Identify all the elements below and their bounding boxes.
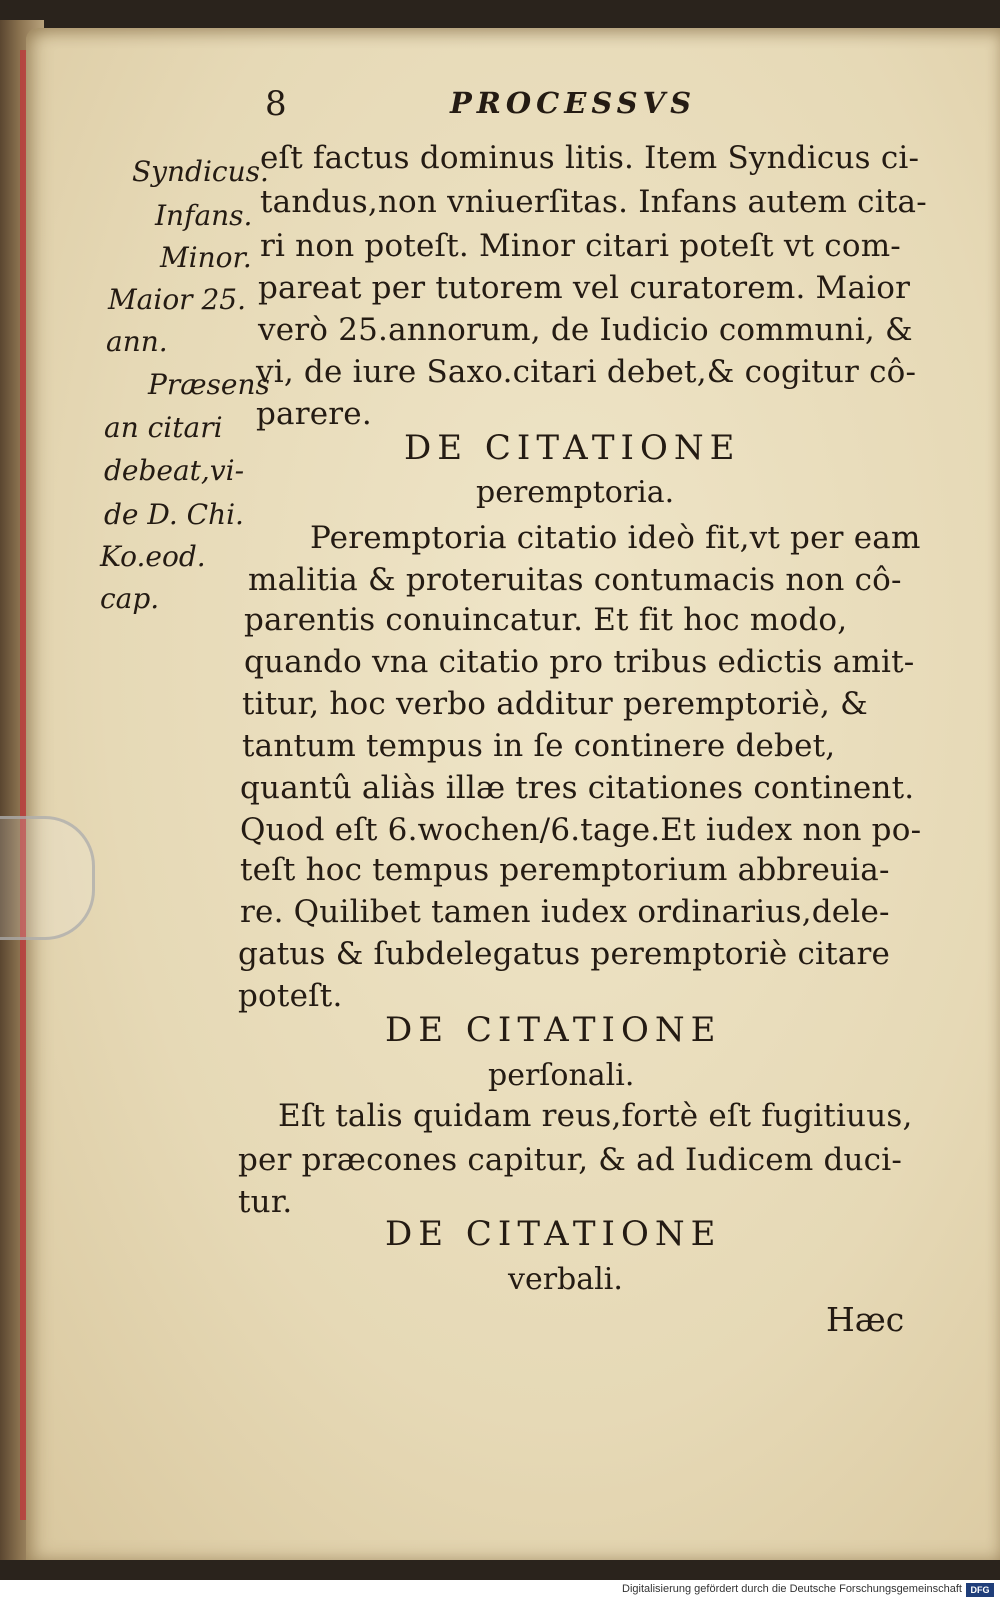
text-line: quando vna citatio pro tribus edictis amit- <box>244 644 915 680</box>
section-heading: DE CITATIONE <box>385 1010 722 1050</box>
text-line: ri non poteſt. Minor citari poteſt vt com- <box>260 228 901 264</box>
text-line: tandus,non vniuerſitas. Infans autem cita- <box>260 184 927 220</box>
section-heading: DE CITATIONE <box>404 428 741 468</box>
text-line: vi, de iure Saxo.citari debet,& cogitur cô- <box>256 354 917 390</box>
margin-note: cap. <box>100 582 160 615</box>
footer-bar <box>0 1580 1000 1602</box>
text-line: re. Quilibet tamen iudex ordinarius,dele- <box>240 894 890 930</box>
page-clip <box>0 816 95 940</box>
text-line: verò 25.annorum, de Iudicio communi, & <box>258 312 913 348</box>
running-title: PROCESSVS <box>450 86 697 120</box>
text-line: eſt factus dominus litis. Item Syndicus ci- <box>260 140 920 176</box>
text-line: Peremptoria citatio ideò fit,vt per eam <box>310 520 921 556</box>
text-line: gatus & ſubdelegatus peremptoriè citare <box>238 936 891 972</box>
section-subheading: perſonali. <box>488 1058 635 1093</box>
text-line: Quod eſt 6.wochen/6.tage.Et iudex non po- <box>240 812 922 848</box>
text-line: poteſt. <box>238 978 343 1014</box>
margin-note: Præsens <box>148 368 270 401</box>
text-line: parere. <box>256 396 372 432</box>
text-line: pareat per tutorem vel curatorem. Maior <box>258 270 911 306</box>
section-subheading: peremptoria. <box>476 475 675 510</box>
funding-credit: Digitalisierung gefördert durch die Deutsche Forschungsgemeinschaft <box>622 1583 962 1595</box>
margin-note: debeat,vi- <box>104 454 245 487</box>
page-number: 8 <box>265 84 287 124</box>
text-line: titur, hoc verbo additur peremptoriè, & <box>242 686 868 722</box>
text-line: Eſt talis quidam reus,fortè eſt fugitiuus, <box>278 1098 913 1134</box>
margin-note: Minor. <box>160 241 252 274</box>
margin-note: an citari <box>104 411 223 444</box>
text-line: parentis conuincatur. Et fit hoc modo, <box>244 602 848 638</box>
text-line: per præcones capitur, & ad Iudicem duci- <box>238 1142 903 1178</box>
text-line: quantû aliàs illæ tres citationes continent. <box>240 770 915 806</box>
section-heading: DE CITATIONE <box>385 1214 722 1254</box>
text-line: tur. <box>238 1184 293 1220</box>
text-line: teſt hoc tempus peremptorium abbreuia- <box>240 852 890 888</box>
margin-note: ann. <box>106 325 168 358</box>
margin-note: Ko.eod. <box>100 540 206 573</box>
text-line: tantum tempus in ſe continere debet, <box>242 728 836 764</box>
margin-note: Maior 25. <box>108 283 246 316</box>
dfg-logo: DFG <box>966 1583 994 1597</box>
catchword: Hæc <box>826 1300 905 1339</box>
text-line: malitia & proteruitas contumacis non cô- <box>248 562 902 598</box>
margin-note: de D. Chi. <box>104 498 244 531</box>
section-subheading: verbali. <box>508 1262 623 1297</box>
margin-note: Syndicus. <box>132 155 269 188</box>
margin-note: Infans. <box>155 199 253 232</box>
